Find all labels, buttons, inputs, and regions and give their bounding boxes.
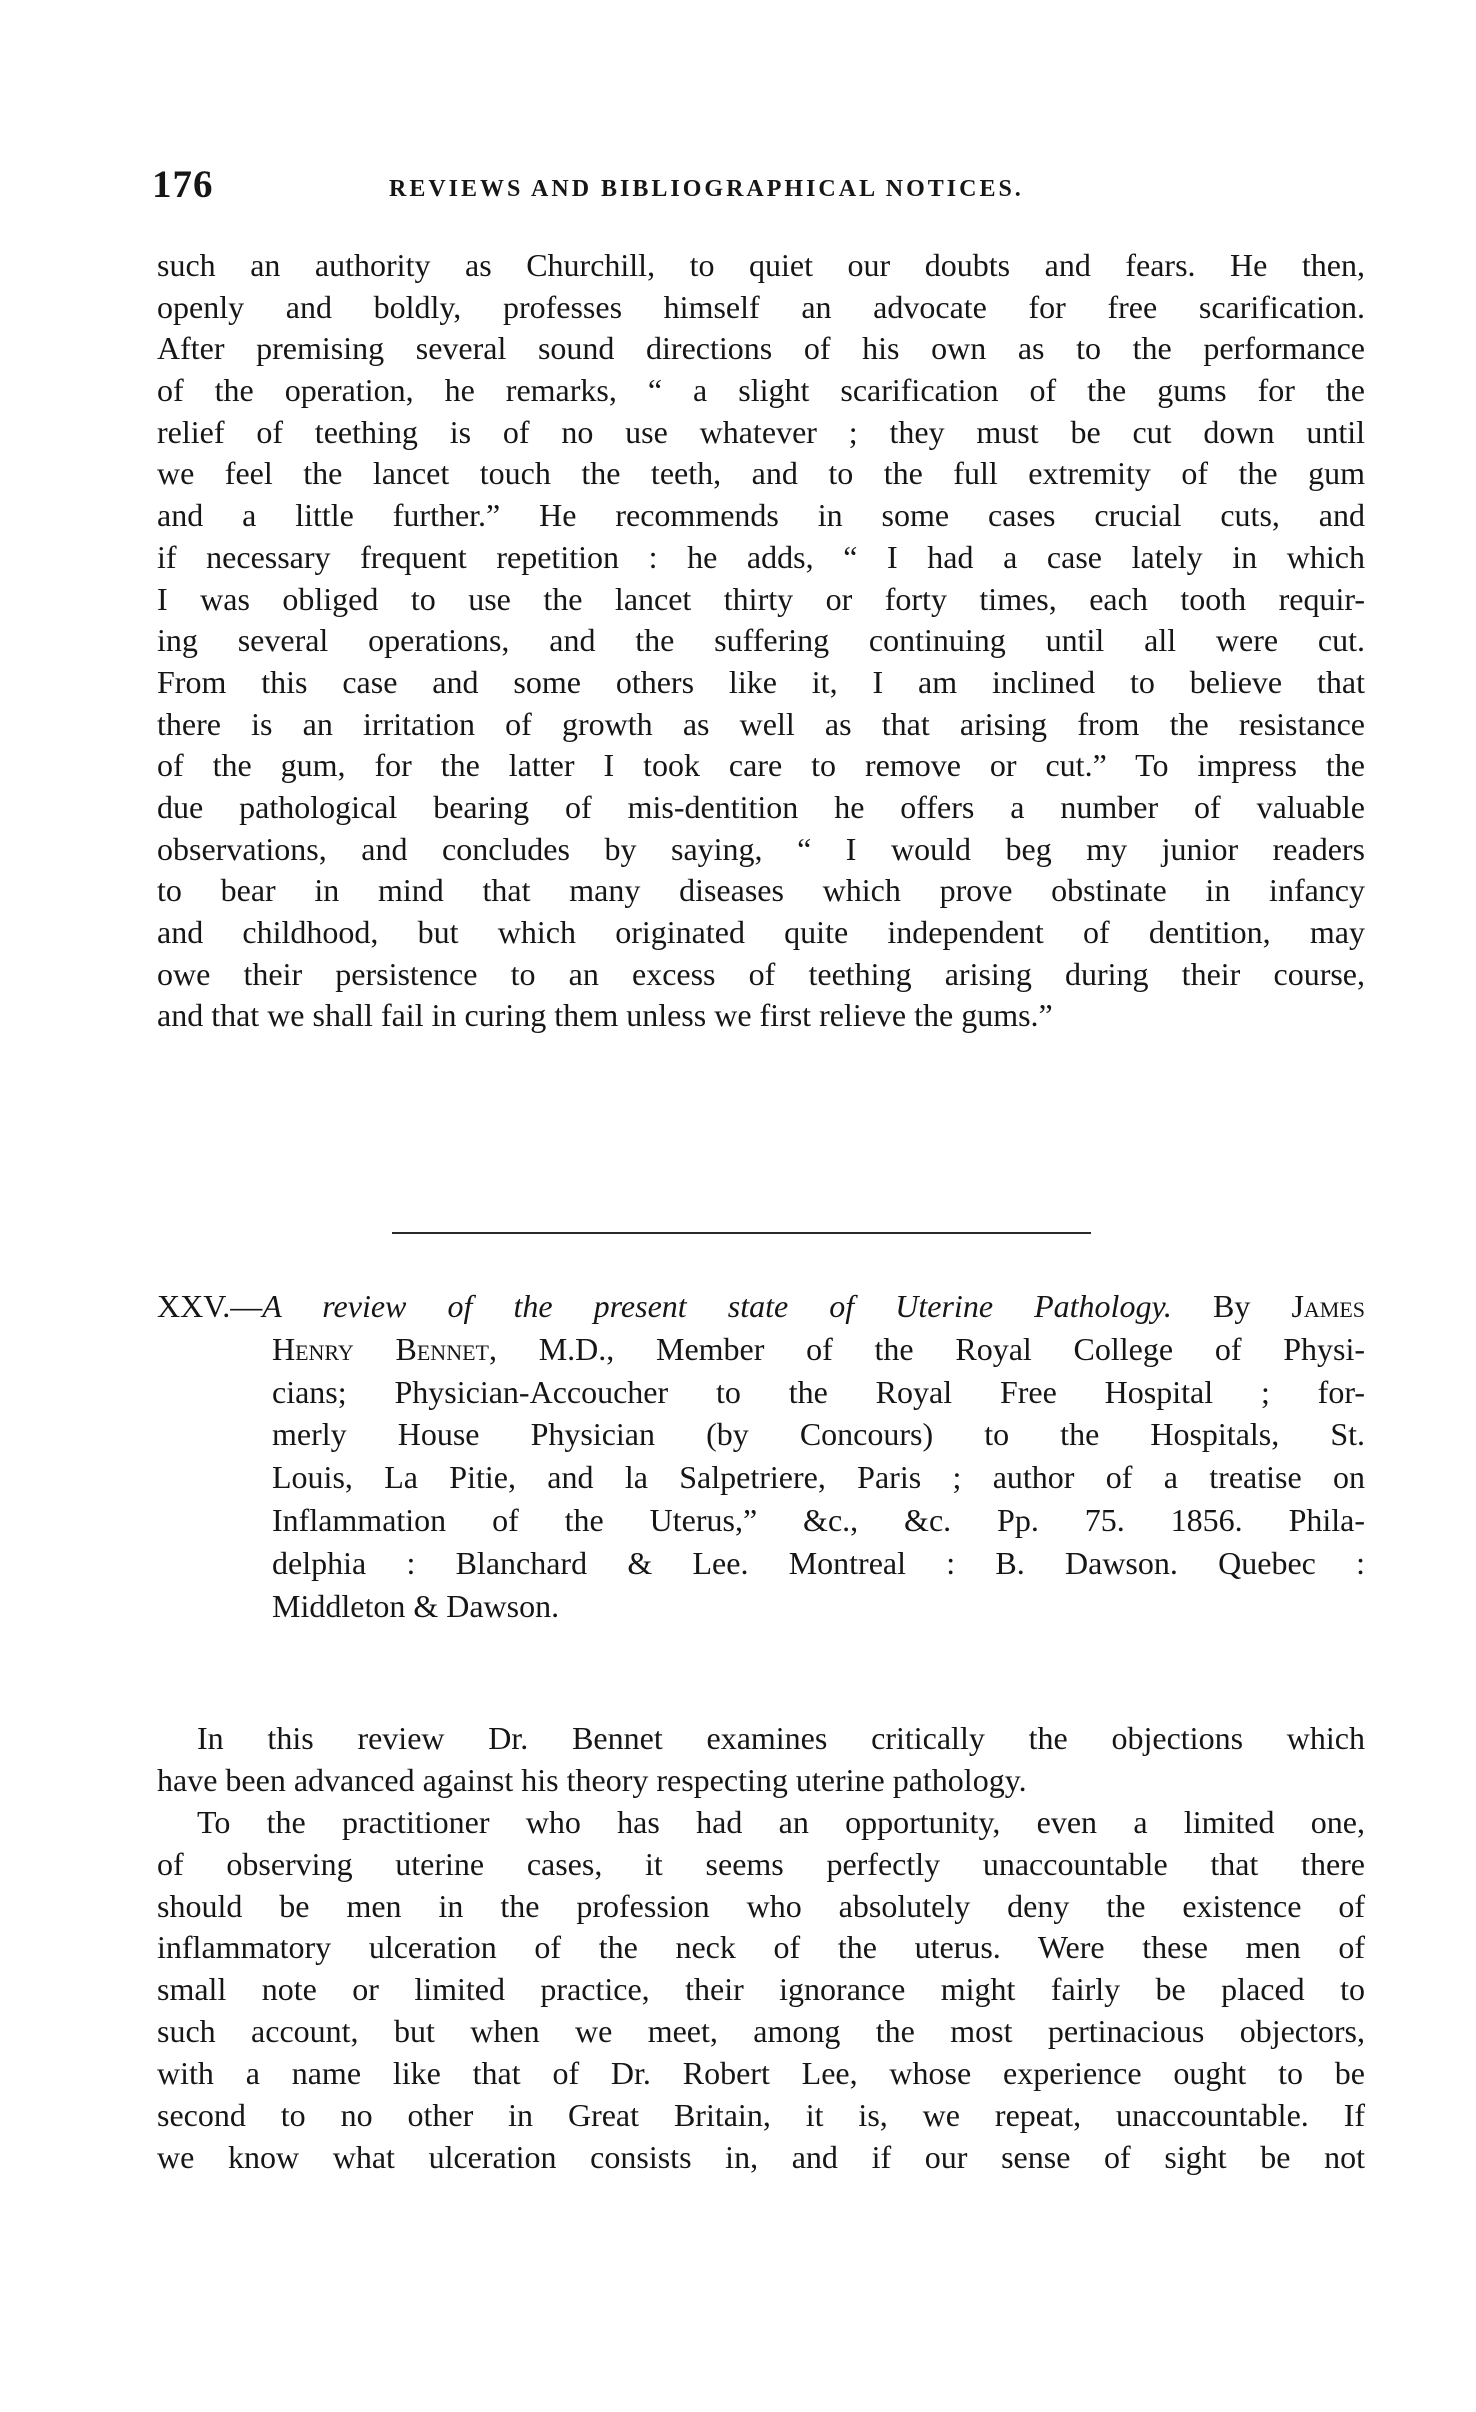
running-head: REVIEWS AND BIBLIOGRAPHICAL NOTICES. [389,176,1024,202]
text-line: of observing uterine cases, it seems perfectly unaccountable that there [157,1845,1365,1882]
entry-author-name: Henry Bennet [272,1330,489,1367]
text-line: have been advanced against his theory respecting uterine pathology. [157,1761,1027,1798]
text-line: such account, but when we meet, among the most pertinacious objectors, [157,2013,1365,2050]
entry-credentials: , M.D., Member of the Royal College of Physi- [488,1330,1366,1367]
entry-line: delphia : Blanchard & Lee. Montreal : B. Dawson. Quebec : [272,1544,1365,1581]
bibliographic-entry [157,1285,1365,1627]
entry-line: Louis, La Pitie, and la Salpetriere, Paris ; author of a treatise on [272,1459,1365,1496]
text-line: such an authority as Churchill, to quiet our doubts and fears. He then, [157,247,1365,283]
entry-line: merly House Physician (by Concours) to the Hospitals, St. [272,1416,1365,1453]
entry-author-first: James [1291,1288,1366,1324]
entry-by: By [1213,1288,1251,1324]
text-line: with a name like that of Dr. Robert Lee, whose experience ought to be [157,2055,1365,2092]
text-line: and a little further.” He recommends in some cases crucial cuts, and [157,497,1365,534]
text-line: In this review Dr. Bennet examines critically the objections which [197,1720,1365,1756]
text-line: should be men in the profession who absolutely deny the existence of [157,1887,1365,1924]
text-line: I was obliged to use the lancet thirty or forty times, each tooth requir- [157,580,1365,617]
text-line: of the operation, he remarks, “ a slight scarification of the gums for the [157,372,1365,409]
text-line: and childhood, but which originated quite independent of dentition, may [157,914,1365,950]
entry-title: A review of the present state of Uterine Pathology. [262,1288,1172,1324]
section-divider [392,1232,1091,1234]
entry-line: Middleton & Dawson. [272,1587,560,1624]
text-line: of the gum, for the latter I took care to remove or cut.” To impress the [157,747,1365,784]
text-line: To the practitioner who has had an opportunity, even a limited one, [197,1803,1365,1840]
entry-numeral: XXV.— [157,1288,263,1324]
text-line: small note or limited practice, their ignorance might fairly be placed to [157,1971,1365,2008]
text-line: due pathological bearing of mis-dentition he offers a number of valuable [157,788,1365,825]
entry-line: Inflammation of the Uterus,” &c., &c. Pp. 75. 1856. Phila- [272,1501,1365,1538]
text-line: inflammatory ulceration of the neck of the uterus. Were these men of [157,1929,1365,1966]
page-header [0,162,1476,212]
text-line: we know what ulceration consists in, and if our sense of sight be not [157,2138,1365,2175]
entry-line: cians; Physician-Accoucher to the Royal Free Hospital ; for- [272,1373,1365,1410]
text-line: owe their persistence to an excess of teething arising during their course, [157,955,1365,992]
text-line: observations, and concludes by saying, “ I would beg my junior readers [157,830,1365,867]
entry-author-line [157,1328,1365,1371]
text-line: to bear in mind that many diseases which prove obstinate in infancy [157,872,1365,909]
entry-title-line [157,1285,1365,1328]
teething-paragraph [157,245,1365,1037]
text-line: ing several operations, and the suffering continuing until all were cut. [157,622,1365,659]
text-line: After premising several sound directions of his own as to the performance [157,330,1365,367]
text-line: relief of teething is of no use whatever ; they must be cut down until [157,413,1365,450]
text-line: there is an irritation of growth as well as that arising from the resistance [157,705,1365,742]
text-line: openly and boldly, professes himself an advocate for free scarification. [157,288,1365,325]
text-line: if necessary frequent repetition : he adds, “ I had a case lately in which [157,538,1365,575]
review-paragraph [157,1718,1365,2179]
text-line: second to no other in Great Britain, it is, we repeat, unaccountable. If [157,2097,1365,2134]
text-line: and that we shall fail in curing them unless we first relieve the gums.” [157,997,1053,1034]
page-number: 176 [152,163,214,206]
text-line: we feel the lancet touch the teeth, and to the full extremity of the gum [157,455,1365,492]
text-line: From this case and some others like it, I am inclined to believe that [157,663,1365,700]
